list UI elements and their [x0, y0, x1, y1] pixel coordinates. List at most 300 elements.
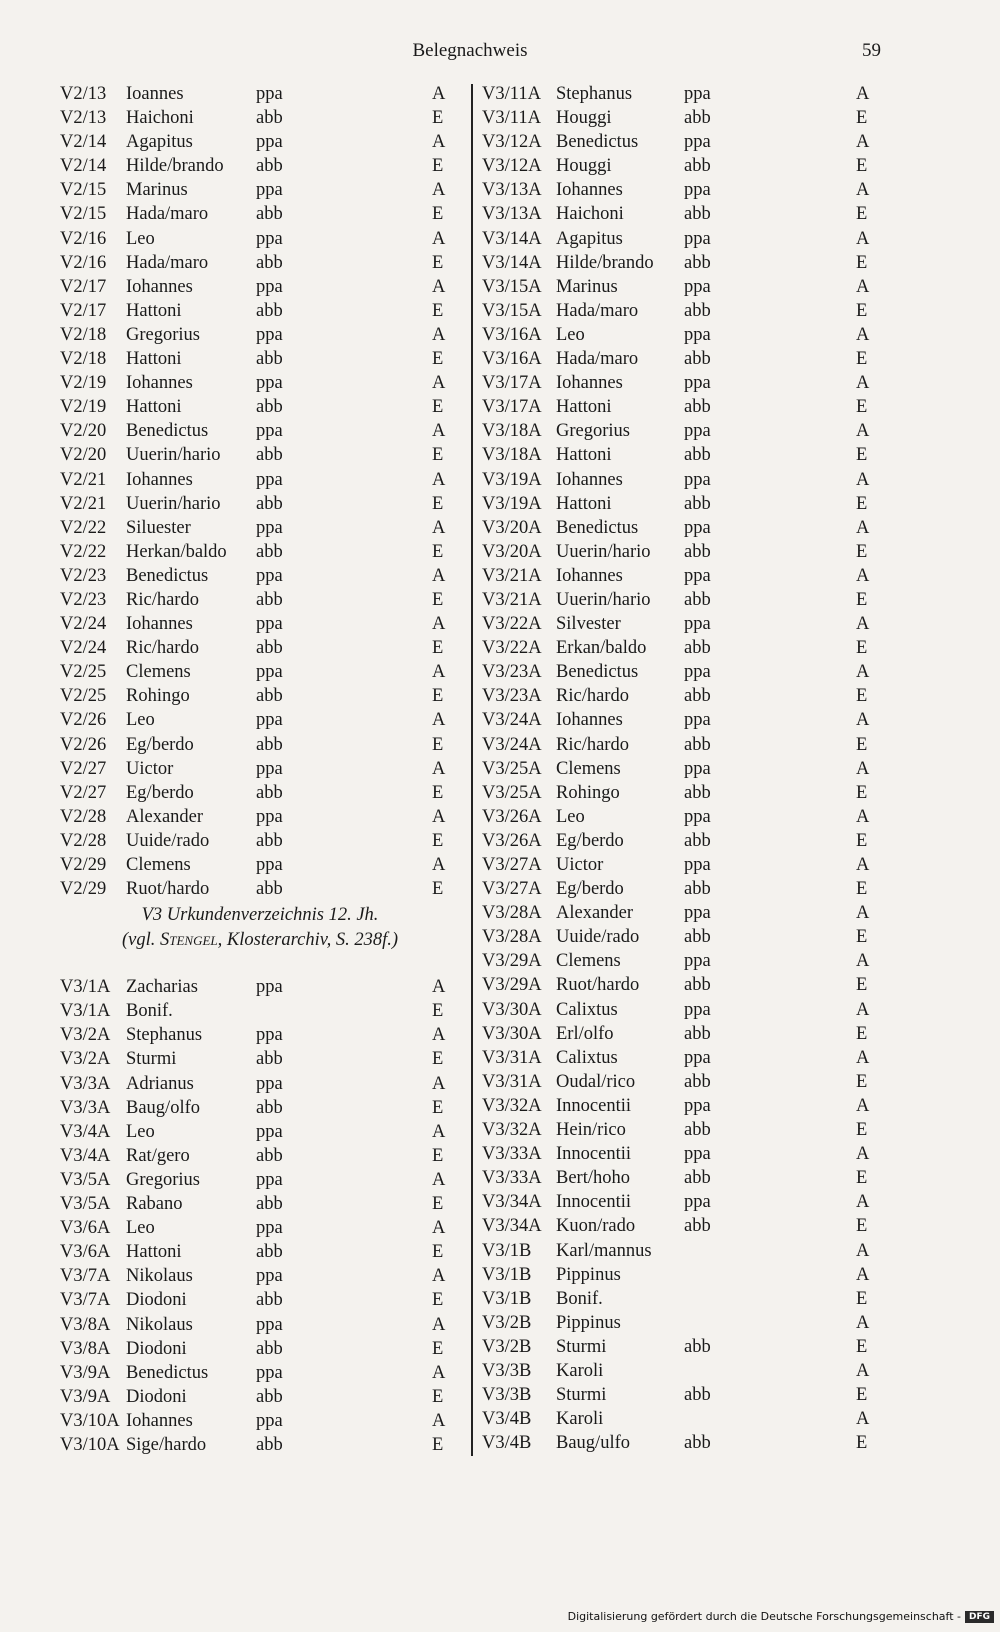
entry-name: Sturmi — [556, 1336, 607, 1357]
entry-role: abb — [256, 1145, 283, 1166]
table-row — [478, 1383, 898, 1407]
table-row — [478, 829, 898, 853]
entry-role: ppa — [684, 373, 711, 394]
entry-code: E — [856, 1216, 868, 1237]
entry-name: Stephanus — [126, 1025, 203, 1046]
entry-name: Innocentii — [556, 1144, 632, 1165]
entry-id: V2/19 — [60, 397, 107, 418]
entry-id: V3/8A — [60, 1338, 111, 1359]
entry-name: Rabano — [126, 1194, 183, 1215]
entry-role: abb — [256, 156, 283, 177]
table-row — [478, 1311, 898, 1335]
entry-id: V3/34A — [482, 1192, 542, 1213]
entry-name: Uuerin/hario — [126, 493, 221, 514]
table-row — [478, 251, 898, 275]
entry-role: ppa — [684, 180, 711, 201]
entry-name: Silvester — [556, 614, 621, 635]
column-divider — [471, 84, 473, 1456]
entry-role: abb — [684, 1433, 711, 1454]
entry-code: E — [856, 541, 868, 562]
table-row — [478, 853, 898, 877]
entry-code: E — [432, 1290, 444, 1311]
entry-id: V3/18A — [482, 421, 542, 442]
entry-role: ppa — [684, 1192, 711, 1213]
entry-code: A — [432, 1121, 446, 1142]
entry-code: A — [856, 421, 870, 442]
entry-code: A — [856, 276, 870, 297]
entry-role: ppa — [684, 469, 711, 490]
section-heading-v3 — [60, 901, 460, 975]
entry-code: A — [856, 1192, 870, 1213]
entry-name: Ric/hardo — [556, 734, 629, 755]
table-row — [60, 371, 460, 395]
entry-code: A — [432, 614, 446, 635]
entry-code: A — [856, 565, 870, 586]
entry-code: A — [432, 806, 446, 827]
entry-name: Innocentii — [556, 1192, 632, 1213]
table-row — [478, 1094, 898, 1118]
entry-name: Pippinus — [556, 1264, 621, 1285]
table-row — [60, 805, 460, 829]
entry-id: V3/1B — [482, 1288, 532, 1309]
entry-id: V3/9A — [60, 1386, 111, 1407]
entry-id: V2/25 — [60, 662, 107, 683]
table-row — [478, 636, 898, 660]
entry-name: Siluester — [126, 517, 191, 538]
entry-name: Hattoni — [126, 1242, 182, 1263]
entry-code: A — [432, 421, 446, 442]
entry-role: ppa — [256, 1314, 283, 1335]
entry-id: V2/19 — [60, 373, 107, 394]
entry-role: ppa — [256, 662, 283, 683]
table-row — [60, 1433, 460, 1457]
table-row — [478, 901, 898, 925]
entry-code: A — [432, 1410, 446, 1431]
entry-id: V2/13 — [60, 84, 107, 104]
entry-name: Hilde/brando — [126, 156, 224, 177]
entry-role: ppa — [256, 758, 283, 779]
entry-role: ppa — [684, 1047, 711, 1068]
entry-id: V2/24 — [60, 638, 107, 659]
table-row — [478, 1142, 898, 1166]
entry-code: A — [856, 228, 870, 249]
entry-name: Leo — [126, 228, 155, 249]
entry-id: V2/23 — [60, 589, 107, 610]
table-row — [60, 227, 460, 251]
entry-role: abb — [684, 927, 711, 948]
entry-code: A — [856, 1360, 870, 1381]
entry-role: ppa — [256, 276, 283, 297]
entry-id: V3/34A — [482, 1216, 542, 1237]
entry-id: V3/1A — [60, 977, 111, 998]
entry-name: Iohannes — [556, 180, 623, 201]
entry-id: V3/12A — [482, 132, 542, 153]
entry-name: Leo — [126, 710, 155, 731]
entry-name: Ioannes — [126, 84, 184, 104]
table-row — [60, 1192, 460, 1216]
entry-name: Iohannes — [556, 469, 623, 490]
entry-name: Diodoni — [126, 1338, 187, 1359]
entry-name: Hattoni — [556, 445, 612, 466]
entry-id: V3/2B — [482, 1312, 532, 1333]
entry-code: E — [856, 108, 868, 129]
entry-id: V3/1A — [60, 1001, 111, 1022]
entry-name: Leo — [556, 324, 585, 345]
entry-name: Uuerin/hario — [556, 541, 651, 562]
entry-name: Clemens — [126, 855, 191, 875]
entry-code: E — [432, 1242, 444, 1263]
entry-code: E — [856, 1120, 868, 1141]
table-row — [60, 347, 460, 371]
entry-role: ppa — [256, 373, 283, 394]
table-row — [60, 1337, 460, 1361]
entry-id: V3/2A — [60, 1049, 111, 1070]
entry-name: Eg/berdo — [126, 782, 194, 803]
entry-name: Iohannes — [126, 469, 193, 490]
entry-id: V3/26A — [482, 830, 542, 851]
table-row — [60, 443, 460, 467]
entry-code: A — [432, 276, 446, 297]
footer-credit — [568, 1610, 994, 1623]
entry-code: A — [432, 373, 446, 394]
table-row — [478, 998, 898, 1022]
entry-code: A — [856, 1095, 870, 1116]
entry-id: V3/17A — [482, 373, 542, 394]
table-row — [478, 227, 898, 251]
entry-role: ppa — [256, 977, 283, 998]
entry-code: E — [856, 1023, 868, 1044]
entry-id: V2/26 — [60, 710, 107, 731]
entry-id: V2/25 — [60, 686, 107, 707]
table-row — [60, 1361, 460, 1385]
entry-code: E — [856, 493, 868, 514]
table-row — [478, 1190, 898, 1214]
entry-id: V3/28A — [482, 927, 542, 948]
entry-role: abb — [256, 1242, 283, 1263]
table-row — [60, 323, 460, 347]
table-row — [60, 853, 460, 877]
entry-code: E — [432, 397, 444, 418]
entry-name: Houggi — [556, 156, 612, 177]
entry-id: V3/7A — [60, 1266, 111, 1287]
entry-id: V3/28A — [482, 903, 542, 924]
entry-name: Uictor — [556, 855, 604, 875]
table-row — [60, 178, 460, 202]
entry-name: Eg/berdo — [556, 879, 624, 900]
entry-code: A — [432, 758, 446, 779]
entry-id: V2/21 — [60, 469, 107, 490]
entry-role: abb — [684, 734, 711, 755]
table-row — [60, 781, 460, 805]
entry-role: ppa — [256, 1169, 283, 1190]
table-row — [60, 202, 460, 226]
table-row — [478, 564, 898, 588]
entry-name: Haichoni — [556, 204, 624, 225]
entry-name: Hada/maro — [126, 252, 209, 273]
entry-name: Hada/maro — [556, 349, 639, 370]
entry-id: V2/17 — [60, 300, 107, 321]
table-row — [60, 1096, 460, 1120]
entry-role: ppa — [256, 324, 283, 345]
entry-name: Sige/hardo — [126, 1434, 207, 1455]
table-row — [60, 1240, 460, 1264]
entry-code: A — [432, 180, 446, 201]
entry-name: Nikolaus — [126, 1266, 193, 1287]
entry-name: Marinus — [126, 180, 188, 201]
entry-code: E — [432, 108, 444, 129]
table-row — [478, 323, 898, 347]
entry-name: Iohannes — [556, 373, 623, 394]
entry-code: A — [432, 1218, 446, 1239]
entry-role: ppa — [684, 228, 711, 249]
entry-role: ppa — [256, 517, 283, 538]
entry-code: A — [856, 1409, 870, 1430]
table-row — [478, 1431, 898, 1455]
entry-role: abb — [256, 782, 283, 803]
entry-code: A — [856, 1240, 870, 1261]
entry-id: V3/22A — [482, 638, 542, 659]
entry-id: V2/27 — [60, 782, 107, 803]
entry-code: A — [432, 517, 446, 538]
entry-code: A — [856, 614, 870, 635]
author-name: Stengel — [160, 930, 218, 951]
entry-role: ppa — [684, 324, 711, 345]
entry-role: abb — [684, 975, 711, 996]
v2-entries — [60, 82, 460, 901]
table-row — [60, 1144, 460, 1168]
entry-role: ppa — [684, 999, 711, 1020]
entry-role: ppa — [256, 565, 283, 586]
entry-code: E — [856, 1168, 868, 1189]
entry-role: abb — [684, 1071, 711, 1092]
entry-code: A — [856, 1144, 870, 1165]
entry-role: abb — [684, 204, 711, 225]
entry-name: Hilde/brando — [556, 252, 654, 273]
entry-code: A — [856, 758, 870, 779]
table-row — [60, 540, 460, 564]
entry-id: V2/17 — [60, 276, 107, 297]
entry-role: abb — [256, 638, 283, 659]
entry-id: V2/14 — [60, 156, 107, 177]
entry-role: abb — [256, 397, 283, 418]
entry-role: ppa — [684, 614, 711, 635]
entry-code: A — [432, 132, 446, 153]
entry-name: Iohannes — [126, 1410, 193, 1431]
table-row — [478, 757, 898, 781]
entry-code: E — [432, 1338, 444, 1359]
table-row — [478, 612, 898, 636]
entry-name: Leo — [126, 1218, 155, 1239]
entry-code: A — [432, 855, 446, 875]
left-column — [60, 82, 460, 1457]
entry-role: abb — [256, 1097, 283, 1118]
entry-code: E — [432, 300, 444, 321]
entry-name: Uuide/rado — [126, 830, 210, 851]
entry-role: abb — [684, 493, 711, 514]
entry-id: V3/4B — [482, 1433, 532, 1454]
entry-id: V2/26 — [60, 734, 107, 755]
entry-role: ppa — [256, 614, 283, 635]
entry-code: A — [856, 999, 870, 1020]
entry-code: A — [432, 565, 446, 586]
table-row — [478, 130, 898, 154]
entry-name: Ruot/hardo — [126, 879, 210, 900]
entry-role: ppa — [256, 132, 283, 153]
entry-role: abb — [684, 686, 711, 707]
table-row — [478, 492, 898, 516]
entry-name: Innocentii — [556, 1095, 632, 1116]
entry-role: ppa — [256, 1025, 283, 1046]
entry-id: V3/19A — [482, 493, 542, 514]
entry-name: Erl/olfo — [556, 1023, 614, 1044]
entry-id: V3/24A — [482, 710, 542, 731]
table-row — [478, 1046, 898, 1070]
entry-name: Houggi — [556, 108, 612, 129]
entry-id: V3/13A — [482, 180, 542, 201]
entry-role: ppa — [256, 806, 283, 827]
entry-name: Iohannes — [126, 373, 193, 394]
entry-code: E — [432, 879, 444, 900]
entry-id: V3/11A — [482, 108, 541, 129]
entry-role: abb — [256, 204, 283, 225]
table-row — [478, 1359, 898, 1383]
entry-name: Bonif. — [126, 1001, 173, 1022]
table-row — [60, 1216, 460, 1240]
entry-id: V2/16 — [60, 252, 107, 273]
v3-entries-right — [478, 82, 898, 1455]
entry-id: V3/16A — [482, 324, 542, 345]
entry-name: Clemens — [126, 662, 191, 683]
table-row — [60, 999, 460, 1023]
section-title: V3 Urkundenverzeichnis 12. Jh. — [141, 905, 379, 926]
table-row — [478, 395, 898, 419]
entry-role: ppa — [256, 855, 283, 875]
entry-role: abb — [684, 638, 711, 659]
entry-name: Kuon/rado — [556, 1216, 636, 1237]
entry-code: E — [432, 734, 444, 755]
entry-id: V3/3B — [482, 1360, 532, 1381]
table-row — [478, 275, 898, 299]
entry-code: E — [432, 541, 444, 562]
entry-code: E — [856, 975, 868, 996]
entry-role: abb — [256, 1338, 283, 1359]
entry-name: Agapitus — [556, 228, 623, 249]
entry-id: V2/20 — [60, 421, 107, 442]
entry-id: V2/21 — [60, 493, 107, 514]
entry-name: Leo — [556, 806, 585, 827]
entry-id: V3/3A — [60, 1097, 111, 1118]
entry-code: A — [856, 373, 870, 394]
table-row — [60, 612, 460, 636]
entry-role: abb — [684, 879, 711, 900]
entry-code: E — [432, 1001, 444, 1022]
table-row — [60, 1385, 460, 1409]
table-row — [478, 781, 898, 805]
table-row — [478, 540, 898, 564]
entry-role: ppa — [256, 710, 283, 731]
entry-code: E — [432, 686, 444, 707]
entry-id: V2/16 — [60, 228, 107, 249]
entry-id: V3/32A — [482, 1120, 542, 1141]
entry-code: E — [432, 204, 444, 225]
entry-id: V3/4B — [482, 1409, 532, 1430]
entry-role: abb — [684, 252, 711, 273]
entry-role: abb — [256, 108, 283, 129]
table-row — [478, 733, 898, 757]
entry-name: Agapitus — [126, 132, 193, 153]
table-row — [478, 949, 898, 973]
entry-code: E — [856, 204, 868, 225]
entry-id: V3/4A — [60, 1145, 111, 1166]
table-row — [60, 468, 460, 492]
entry-code: E — [856, 782, 868, 803]
entry-name: Iohannes — [556, 565, 623, 586]
entry-id: V3/15A — [482, 276, 542, 297]
table-row — [478, 708, 898, 732]
entry-id: V3/27A — [482, 855, 542, 875]
entry-role: abb — [684, 782, 711, 803]
entry-name: Clemens — [556, 951, 621, 972]
table-row — [60, 684, 460, 708]
entry-id: V3/14A — [482, 252, 542, 273]
entry-role: ppa — [256, 421, 283, 442]
entry-id: V3/10A — [60, 1434, 120, 1455]
entry-code: E — [856, 734, 868, 755]
entry-code: A — [432, 1025, 446, 1046]
table-row — [60, 829, 460, 853]
entry-role: ppa — [684, 84, 711, 104]
entry-role: ppa — [256, 1121, 283, 1142]
table-row — [478, 684, 898, 708]
table-row — [478, 1263, 898, 1287]
table-row — [478, 347, 898, 371]
entry-id: V3/12A — [482, 156, 542, 177]
table-row — [478, 660, 898, 684]
entry-role: abb — [684, 1168, 711, 1189]
entry-code: A — [856, 662, 870, 683]
table-row — [60, 1047, 460, 1071]
table-row — [60, 1072, 460, 1096]
entry-role: ppa — [256, 180, 283, 201]
page-header — [0, 40, 1000, 70]
entry-id: V2/24 — [60, 614, 107, 635]
entry-id: V3/3B — [482, 1385, 532, 1406]
entry-code: A — [856, 1047, 870, 1068]
running-title: Belegnachweis — [412, 40, 528, 61]
entry-name: Sturmi — [556, 1385, 607, 1406]
entry-code: E — [856, 156, 868, 177]
entry-id: V3/21A — [482, 589, 542, 610]
entry-name: Baug/ulfo — [556, 1433, 630, 1454]
entry-name: Benedictus — [556, 132, 639, 153]
table-row — [478, 516, 898, 540]
entry-id: V2/29 — [60, 855, 107, 875]
entry-role: ppa — [684, 565, 711, 586]
entry-id: V3/5A — [60, 1169, 111, 1190]
entry-name: Hada/maro — [126, 204, 209, 225]
table-row — [60, 395, 460, 419]
dfg-logo: DFG — [965, 1611, 994, 1623]
entry-name: Calixtus — [556, 1047, 618, 1068]
entry-code: E — [856, 397, 868, 418]
entry-id: V3/25A — [482, 758, 542, 779]
table-row — [60, 1409, 460, 1433]
table-row — [60, 708, 460, 732]
table-row — [478, 1166, 898, 1190]
entry-code: A — [432, 228, 446, 249]
entry-role: ppa — [684, 855, 711, 875]
entry-code: A — [856, 1312, 870, 1333]
